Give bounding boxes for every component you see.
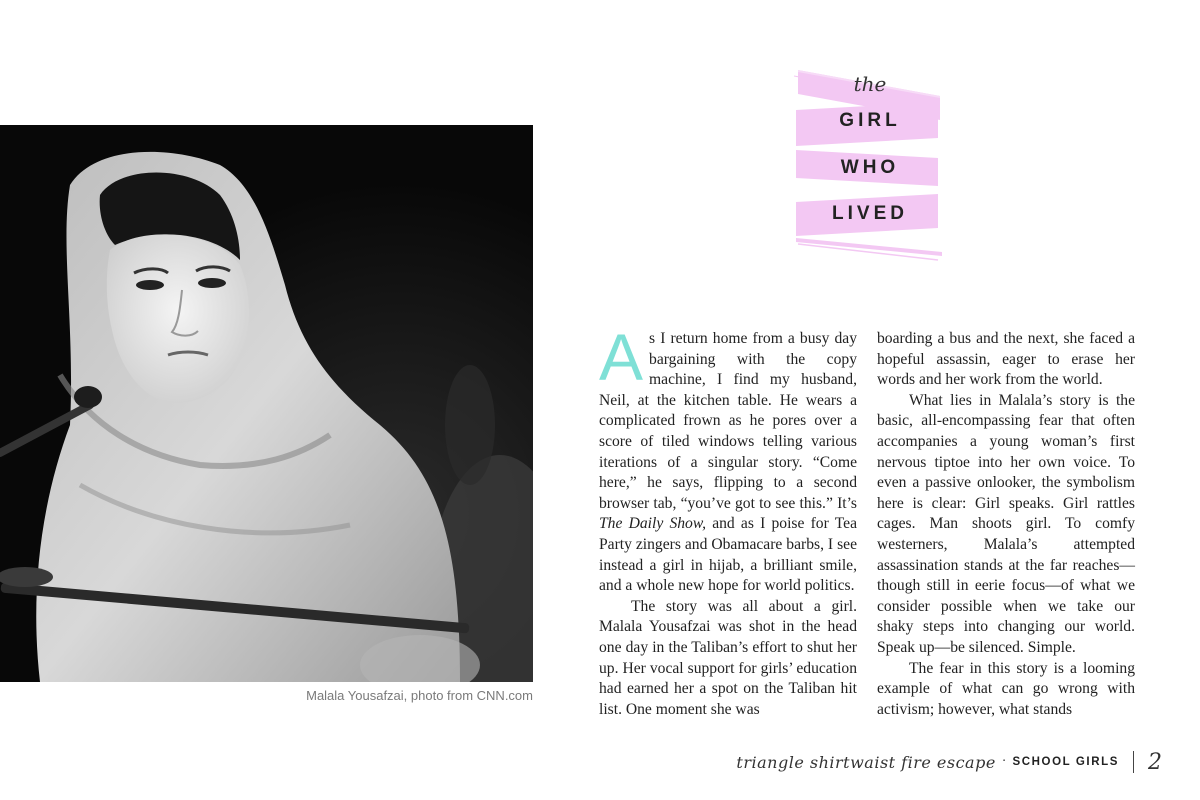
drop-cap: A [599,320,644,394]
title-line-who: WHO [840,157,900,178]
show-title: The Daily Show, [599,515,706,533]
title-banner [790,62,950,267]
title-line-girl: GIRL [839,110,901,131]
article-paragraph: The story was all about a girl. Malala Yousafzai was shot in the head one day in the Taliban’s effort to shut her up. Her vocal support for girls’ education had earned her a spot on the Taliban hit list. One moment she was [599,597,857,718]
page-footer [736,750,1162,774]
paragraph-text: and as I poise for Tea Party zingers and Obamacare barbs, I see instead a girl in hijab, a brilliant smile, and a whole new hope for world politics. [599,515,857,595]
article-column-2 [877,329,1135,720]
article-paragraph: What lies in Malala’s story is the basic, all-encompassing fear that often accompanies a young woman’s first nervous tiptoe into her own voice. To even a passive onlooker, the symbolism here is clear: Girl speaks. Girl rattles cages. Man shoots girl. To comfy westerners, Malala’s attempted assassination stands at the far reaches—though still in eerie focus—of what we consider possible when we take our shaky steps into changing our world. Speak up—be silenced. Simple. [877,391,1135,656]
portrait-illustration [0,125,533,682]
footer-separator-dot: · [1001,754,1007,769]
title-article-word: the [853,72,887,96]
page-number: 2 [1148,749,1162,775]
section-name: SCHOOL GIRLS [1012,756,1119,768]
footer-divider [1133,751,1134,773]
photo-caption: Malala Yousafzai, photo from CNN.com [306,688,533,703]
article-column-1 [599,320,857,720]
paragraph-text: s I return home from a busy day bargaining with the copy machine, I find my husband, Neil, at the kitchen table. He wears a complicated frown as he pores over a score of tiled windows telling various iterations of a singular story. “Come here,” he says, flipping to a second browser tab, “you’ve got to see this.” It’s [599,330,857,512]
publication-name: triangle shirtwaist fire escape [736,752,996,772]
article-paragraph [599,320,857,597]
title-line-lived: LIVED [832,203,908,224]
article-paragraph: The fear in this story is a looming example of what can go wrong with activism; however, what stands [877,659,1135,718]
article-photo [0,125,533,682]
article-paragraph: boarding a bus and the next, she faced a hopeful assassin, eager to erase her words and her work from the world. [877,330,1135,389]
